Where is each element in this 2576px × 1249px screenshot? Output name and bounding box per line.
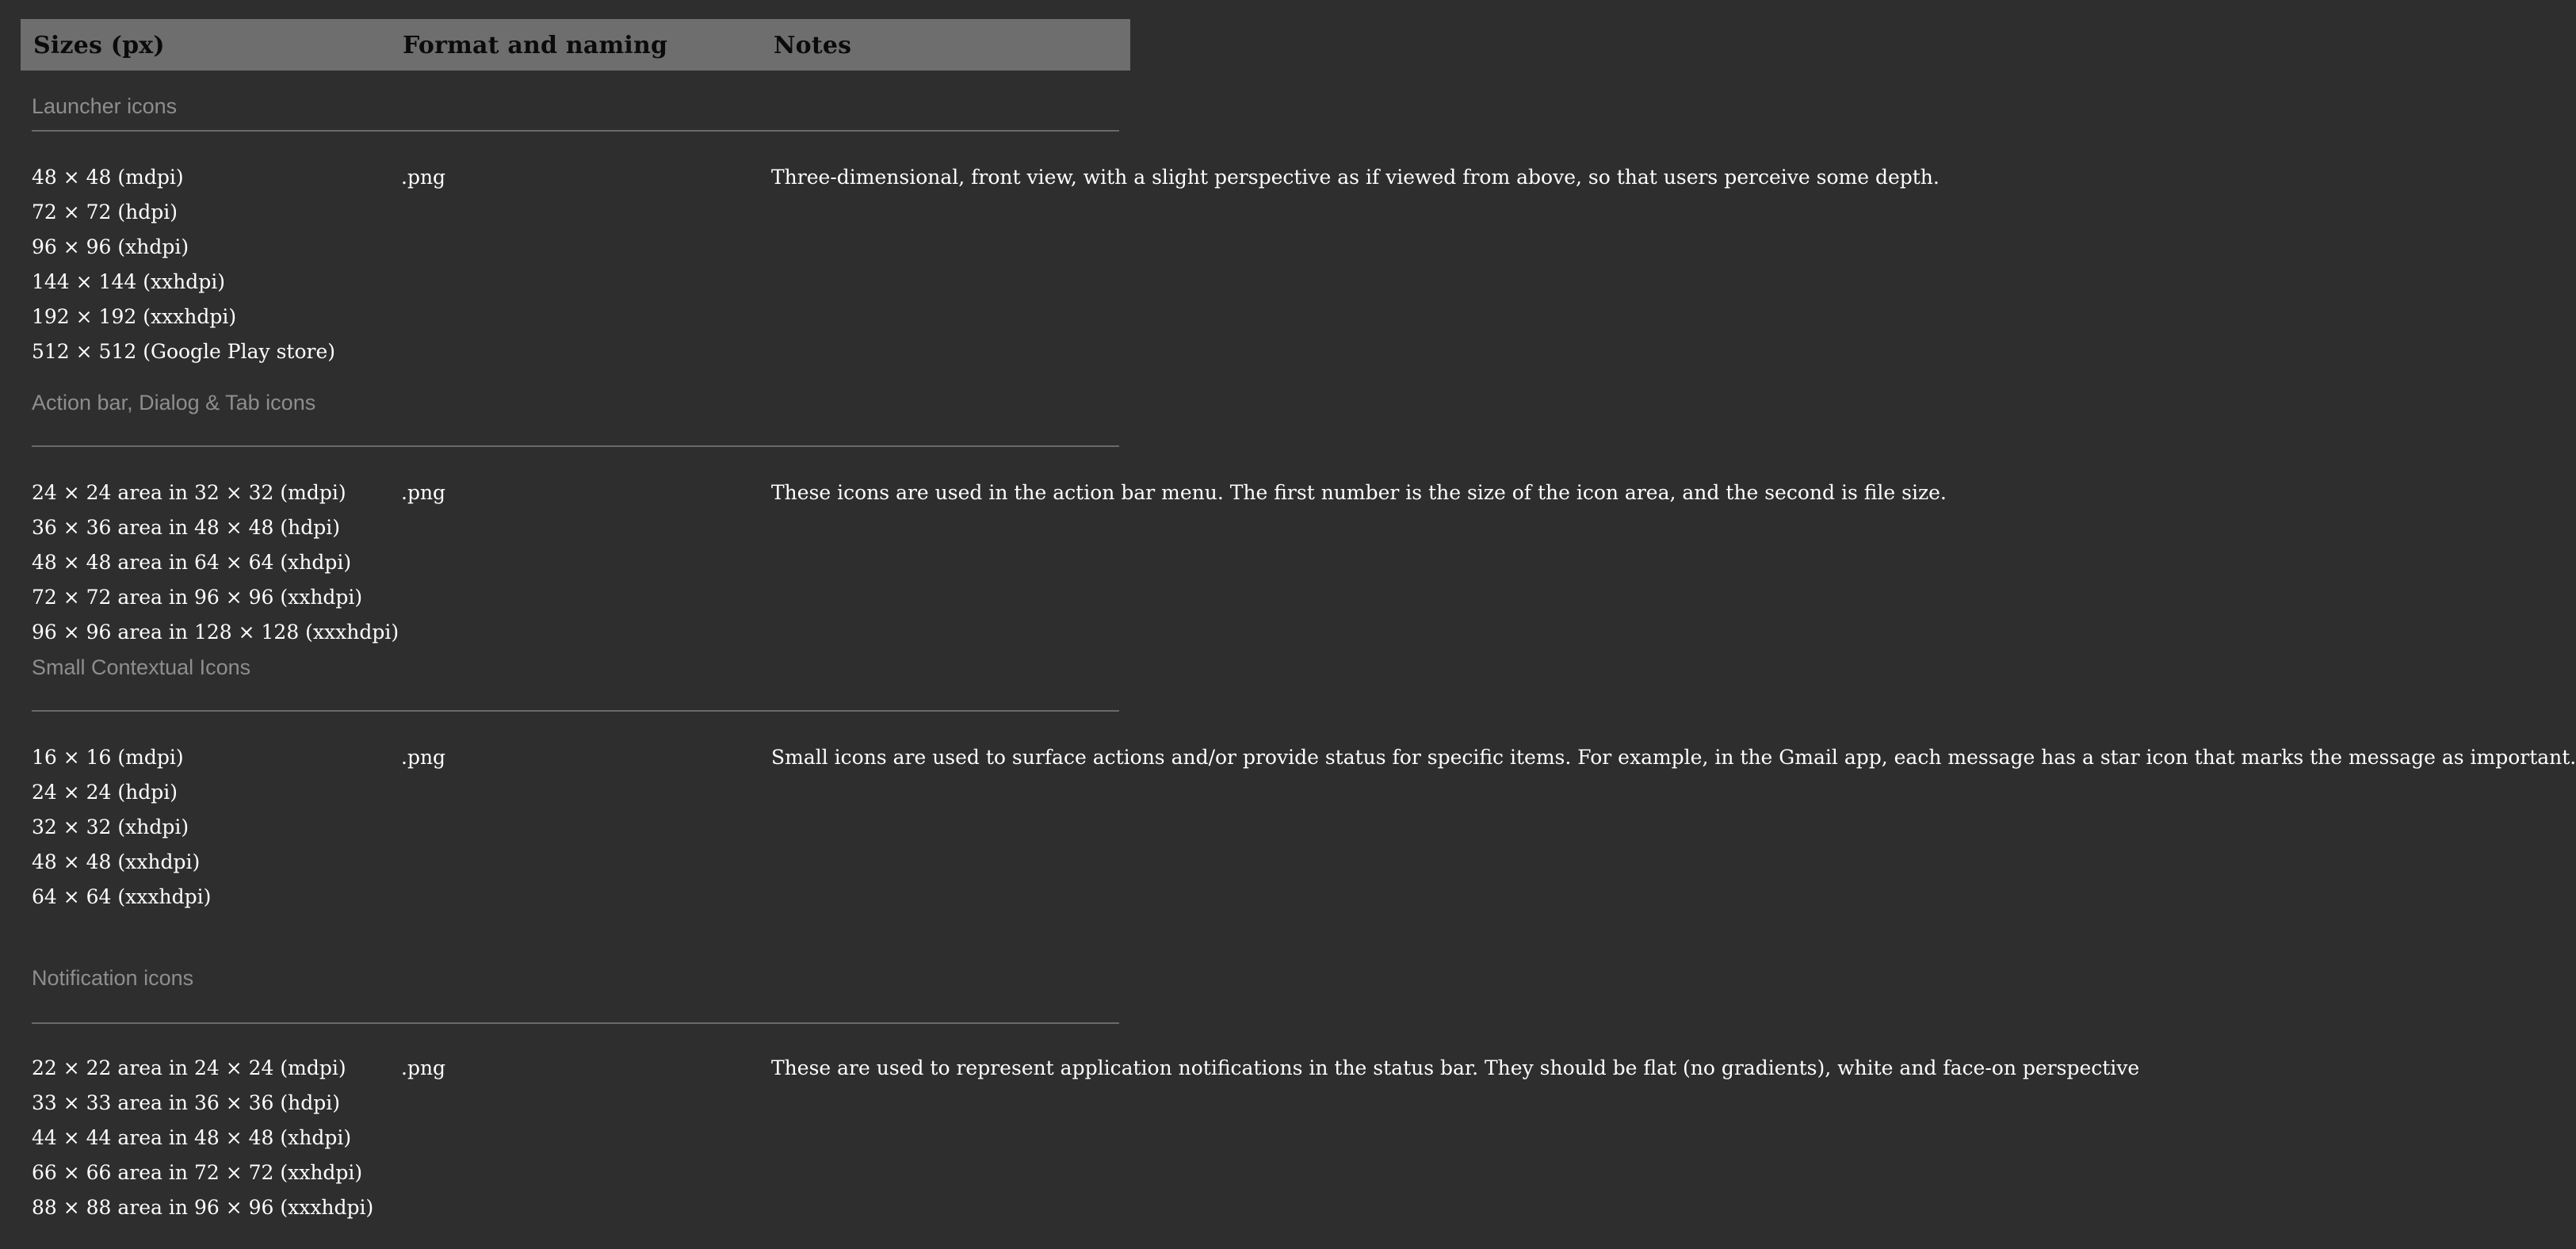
table-header [21,19,1130,71]
format-value: .png [401,1056,446,1079]
size-item: 48 × 48 (mdpi) [32,166,184,189]
header-notes: Notes [774,32,852,59]
format-value: .png [401,746,446,769]
size-item: 16 × 16 (mdpi) [32,746,184,769]
size-item: 88 × 88 area in 96 × 96 (xxxhdpi) [32,1196,374,1219]
format-value: .png [401,166,446,189]
section-title: Action bar, Dialog & Tab icons [32,385,1119,447]
size-item: 144 × 144 (xxhdpi) [32,270,226,293]
size-item: 72 × 72 area in 96 × 96 (xxhdpi) [32,586,363,609]
header-format: Format and naming [403,32,668,59]
section-small-contextual-icons [32,650,2576,959]
size-item: 24 × 24 (hdpi) [32,781,178,804]
size-item: 192 × 192 (xxxhdpi) [32,305,237,328]
size-item: 66 × 66 area in 72 × 72 (xxhdpi) [32,1161,363,1184]
size-item: 48 × 48 area in 64 × 64 (xhdpi) [32,551,352,574]
size-item: 22 × 22 area in 24 × 24 (mdpi) [32,1056,346,1079]
section-title: Launcher icons [32,71,1119,132]
section-body [32,712,2576,959]
notes-cell [771,1051,2140,1086]
size-item: 36 × 36 area in 48 × 48 (hdpi) [32,516,340,539]
size-item: 72 × 72 (hdpi) [32,201,178,223]
notes-cell [771,476,1947,510]
section-title: Notification icons [32,959,1119,1024]
sizes-list [32,740,396,915]
sizes-list [32,476,399,650]
format-cell [401,1051,639,1086]
format-cell [401,740,639,775]
section-title: Small Contextual Icons [32,650,1119,712]
icon-spec-table [21,19,2576,1230]
header-sizes: Sizes (px) [33,32,165,59]
size-item: 44 × 44 area in 48 × 48 (xhdpi) [32,1126,352,1149]
sizes-list [32,1051,396,1225]
size-item: 33 × 33 area in 36 × 36 (hdpi) [32,1091,340,1114]
notes-text: These icons are used in the action bar menu. The first number is the size of the icon area, and the second is file size. [771,481,1947,504]
section-notification-icons [32,959,2140,1230]
size-item: 512 × 512 (Google Play store) [32,340,336,363]
size-item: 64 × 64 (xxxhdpi) [32,885,212,908]
section-body [32,447,1947,650]
notes-text: Three-dimensional, front view, with a slight perspective as if viewed from above, so that users perceive some depth. [771,166,1940,189]
section-action-bar-icons [32,385,1947,650]
section-body [32,132,1940,385]
section-body [32,1024,2140,1230]
size-item: 48 × 48 (xxhdpi) [32,850,201,873]
format-value: .png [401,481,446,504]
format-cell [401,160,639,195]
size-item: 24 × 24 area in 32 × 32 (mdpi) [32,481,346,504]
notes-cell [771,160,1940,195]
sizes-list [32,160,396,369]
format-cell [401,476,639,510]
notes-cell [771,740,2576,775]
size-item: 32 × 32 (xhdpi) [32,815,189,838]
notes-text: Small icons are used to surface actions and/or provide status for specific items. For example, in the Gmail app, each message has a star icon that marks the message as important. [771,746,2576,769]
section-launcher-icons [32,71,1940,385]
notes-text: These are used to represent application notifications in the status bar. They should be flat (no gradients), white and face-on perspective [771,1056,2140,1079]
size-item: 96 × 96 area in 128 × 128 (xxxhdpi) [32,621,399,644]
size-item: 96 × 96 (xhdpi) [32,235,189,258]
